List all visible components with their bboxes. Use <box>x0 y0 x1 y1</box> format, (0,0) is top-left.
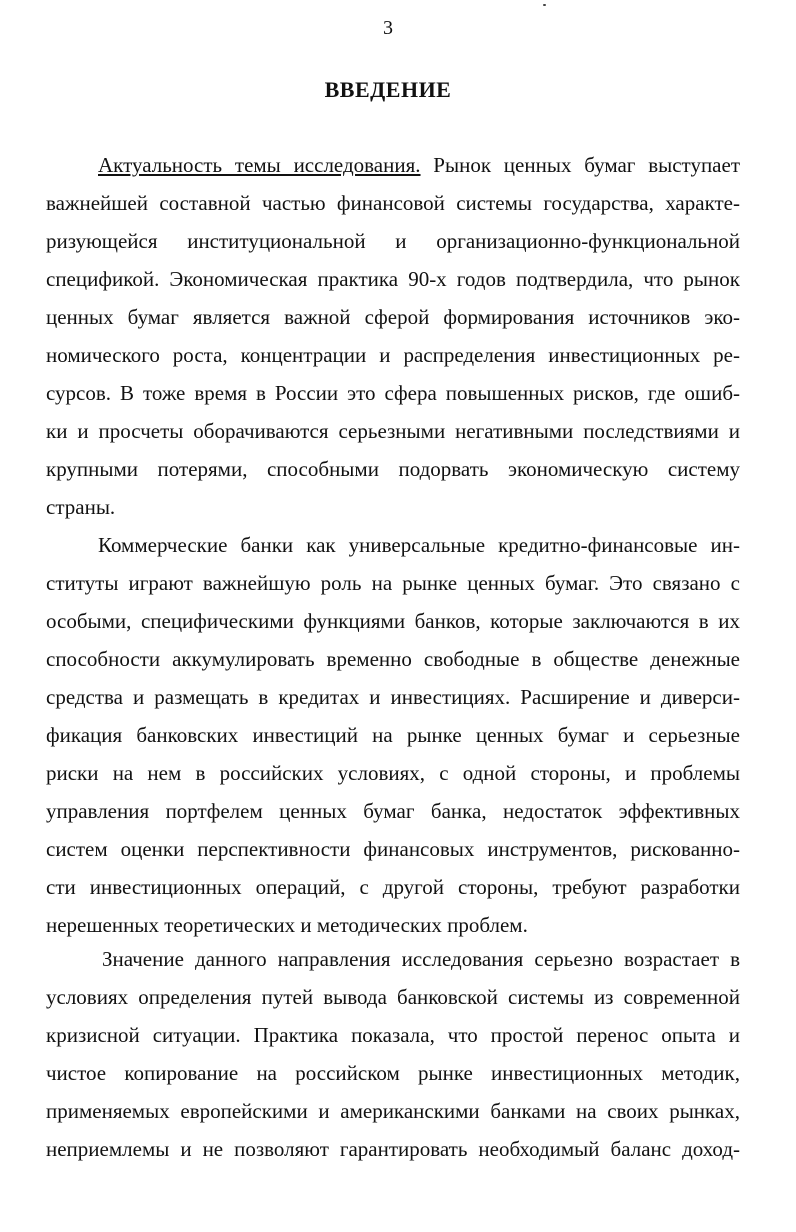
paragraph-line: риски на нем в российских условиях, с одной стороны, и проблемы <box>46 761 740 785</box>
paragraph-line: Актуальность темы исследования. Рынок ценных бумаг выступает <box>98 153 740 177</box>
paragraph-line: Значение данного направления исследования серьезно возрастает в <box>102 947 740 971</box>
paragraph-line: нерешенных теоретических и методических проблем. <box>46 913 528 937</box>
paragraph-line: кризисной ситуации. Практика показала, что простой перенос опыта и <box>46 1023 740 1047</box>
scan-speck <box>543 4 546 6</box>
paragraph-line: важнейшей составной частью финансовой системы государства, характе- <box>46 191 740 215</box>
paragraph-line: номического роста, концентрации и распределения инвестиционных ре- <box>46 343 740 367</box>
paragraph-line: неприемлемы и не позволяют гарантировать необходимый баланс доход- <box>46 1137 740 1161</box>
page-number: 3 <box>383 17 393 39</box>
paragraph-relevance <box>46 146 740 526</box>
relevance-lead: Актуальность темы исследования. <box>98 153 421 177</box>
paragraph-line: способности аккумулировать временно свободные в обществе денежные <box>46 647 740 671</box>
paragraph-significance <box>46 940 740 1168</box>
paragraph-line: применяемых европейскими и американскими банками на своих рынках, <box>46 1099 740 1123</box>
paragraph-line: Коммерческие банки как универсальные кредитно-финансовые ин- <box>98 533 740 557</box>
section-heading: ВВЕДЕНИЕ <box>324 77 452 102</box>
paragraph-line: ституты играют важнейшую роль на рынке ценных бумаг. Это связано с <box>46 571 740 595</box>
paragraph-line: спецификой. Экономическая практика 90-х годов подтвердила, что рынок <box>46 267 740 291</box>
paragraph-line: ценных бумаг является важной сферой формирования источников эко- <box>46 305 740 329</box>
paragraph-line: сти инвестиционных операций, с другой стороны, требуют разработки <box>46 875 740 899</box>
paragraph-line: средства и размещать в кредитах и инвестициях. Расширение и диверси- <box>46 685 740 709</box>
paragraph-line: страны. <box>46 495 116 519</box>
paragraph-line: фикация банковских инвестиций на рынке ценных бумаг и серьезные <box>46 723 740 747</box>
paragraph-line: управления портфелем ценных бумаг банка, недостаток эффективных <box>46 799 740 823</box>
paragraph-line: сурсов. В тоже время в России это сфера повышенных рисков, где ошиб- <box>46 381 740 405</box>
paragraph-line: ки и просчеты оборачиваются серьезными негативными последствиями и <box>46 419 740 443</box>
paragraph-line: особыми, специфическими функциями банков, которые заключаются в их <box>46 609 740 633</box>
paragraph-line: систем оценки перспективности финансовых инструментов, рискованно- <box>46 837 740 861</box>
paragraph-line: чистое копирование на российском рынке инвестиционных методик, <box>46 1061 740 1085</box>
paragraph-banks <box>46 526 740 944</box>
paragraph-line: ризующейся институциональной и организационно-функциональной <box>46 229 740 253</box>
paragraph-line: условиях определения путей вывода банковской системы из современной <box>46 985 740 1009</box>
paragraph-line: крупными потерями, способными подорвать экономическую систему <box>46 457 740 481</box>
